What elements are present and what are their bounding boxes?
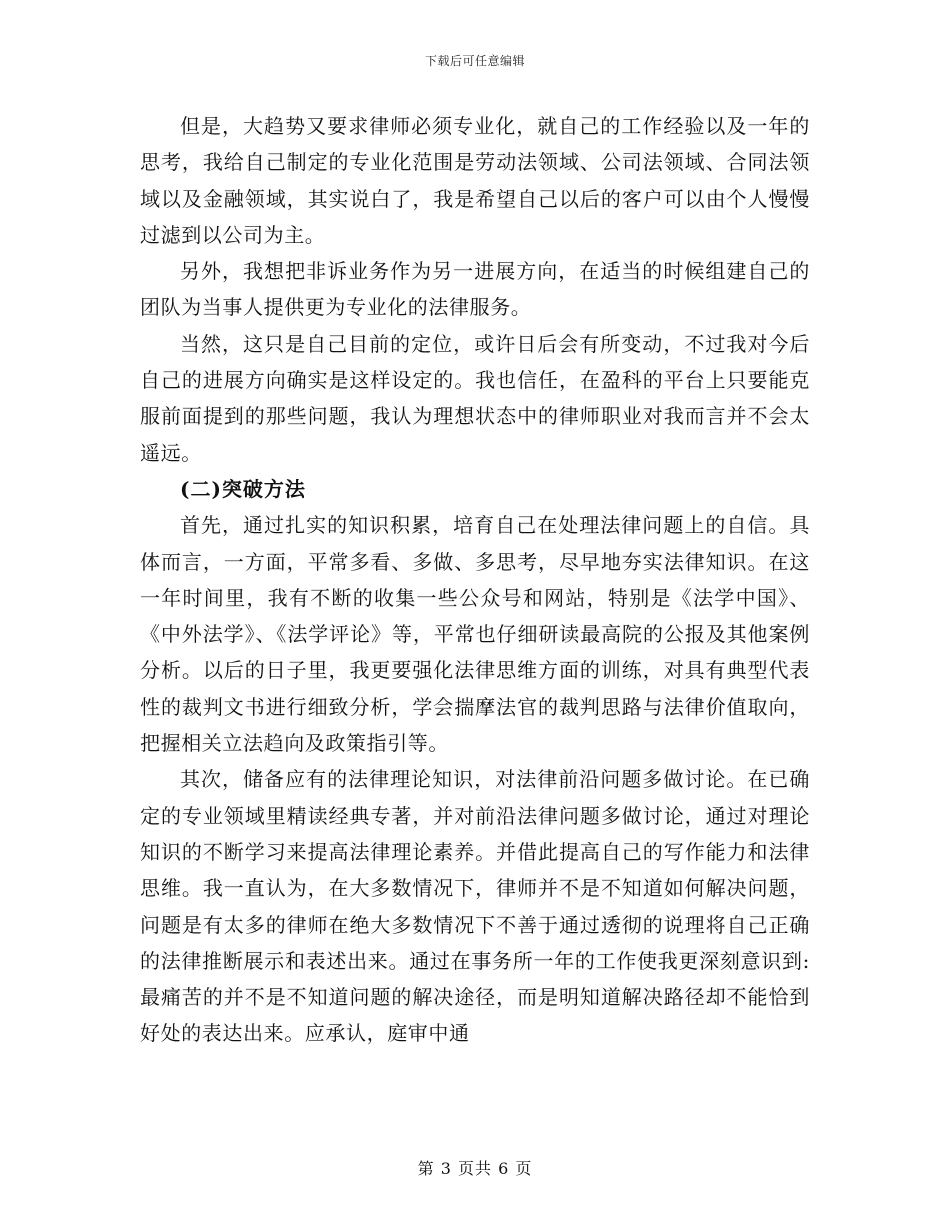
document-body (140, 108, 810, 1052)
page-footer: 第 3 页共 6 页 (417, 1159, 533, 1178)
paragraph-specialization: 但是，大趋势又要求律师必须专业化，就自己的工作经验以及一年的思考，我给自己制定的专业化范围是劳动法领域、公司法领域、合同法领域以及金融领域，其实说白了，我是希望自己以后的客户可以由个人慢慢过滤到以公司为主。 (140, 114, 810, 247)
section-heading: (二)突破方法 (180, 476, 306, 501)
page-header: 下载后可任意编辑 (424, 54, 525, 68)
paragraph-positioning: 当然，这只是自己目前的定位，或许日后会有所变动，不过我对今后自己的进展方向确实是这样设定的。我也信任，在盈科的平台上只要能克服前面提到的那些问题，我认为理想状态中的律师职业对我而言并不会太遥远。 (140, 331, 810, 465)
paragraph-non-litigation: 另外，我想把非诉业务作为另一进展方向，在适当的时候组建自己的团队为当事人提供更为专业化的法律服务。 (140, 259, 810, 320)
paragraph-theory: 其次，储备应有的法律理论知识，对法律前沿问题多做讨论。在已确定的专业领域里精读经典专著，并对前沿法律问题多做讨论，通过对理论知识的不断学习来提高法律理论素养。并借此提高自己的写作能力和法律思维。我一直认为，在大多数情况下，律师并不是不知道如何解决问题，问题是有太多的律师在绝大多数情况下不善于通过透彻的说理将自己正确的法律推断展示和表述出来。通过在事务所一年的工作使我更深刻意识到:最痛苦的并不是不知道问题的解决途径，而是明知道解决路径却不能恰到好处的表达出来。应承认，庭审中通 (140, 767, 810, 1046)
paragraph-knowledge: 首先，通过扎实的知识积累，培育自己在处理法律问题上的自信。具体而言，一方面，平常多看、多做、多思考，尽早地夯实法律知识。在这一年时间里，我有不断的收集一些公众号和网站，特别是《法学中国》、《中外法学》、《法学评论》等，平常也仔细研读最高院的公报及其他案例分析。以后的日子里，我更要强化法律思维方面的训练，对具有典型代表性的裁判文书进行细致分析，学会揣摩法官的裁判思路与法律价值取向，把握相关立法趋向及政策指引等。 (140, 513, 810, 756)
